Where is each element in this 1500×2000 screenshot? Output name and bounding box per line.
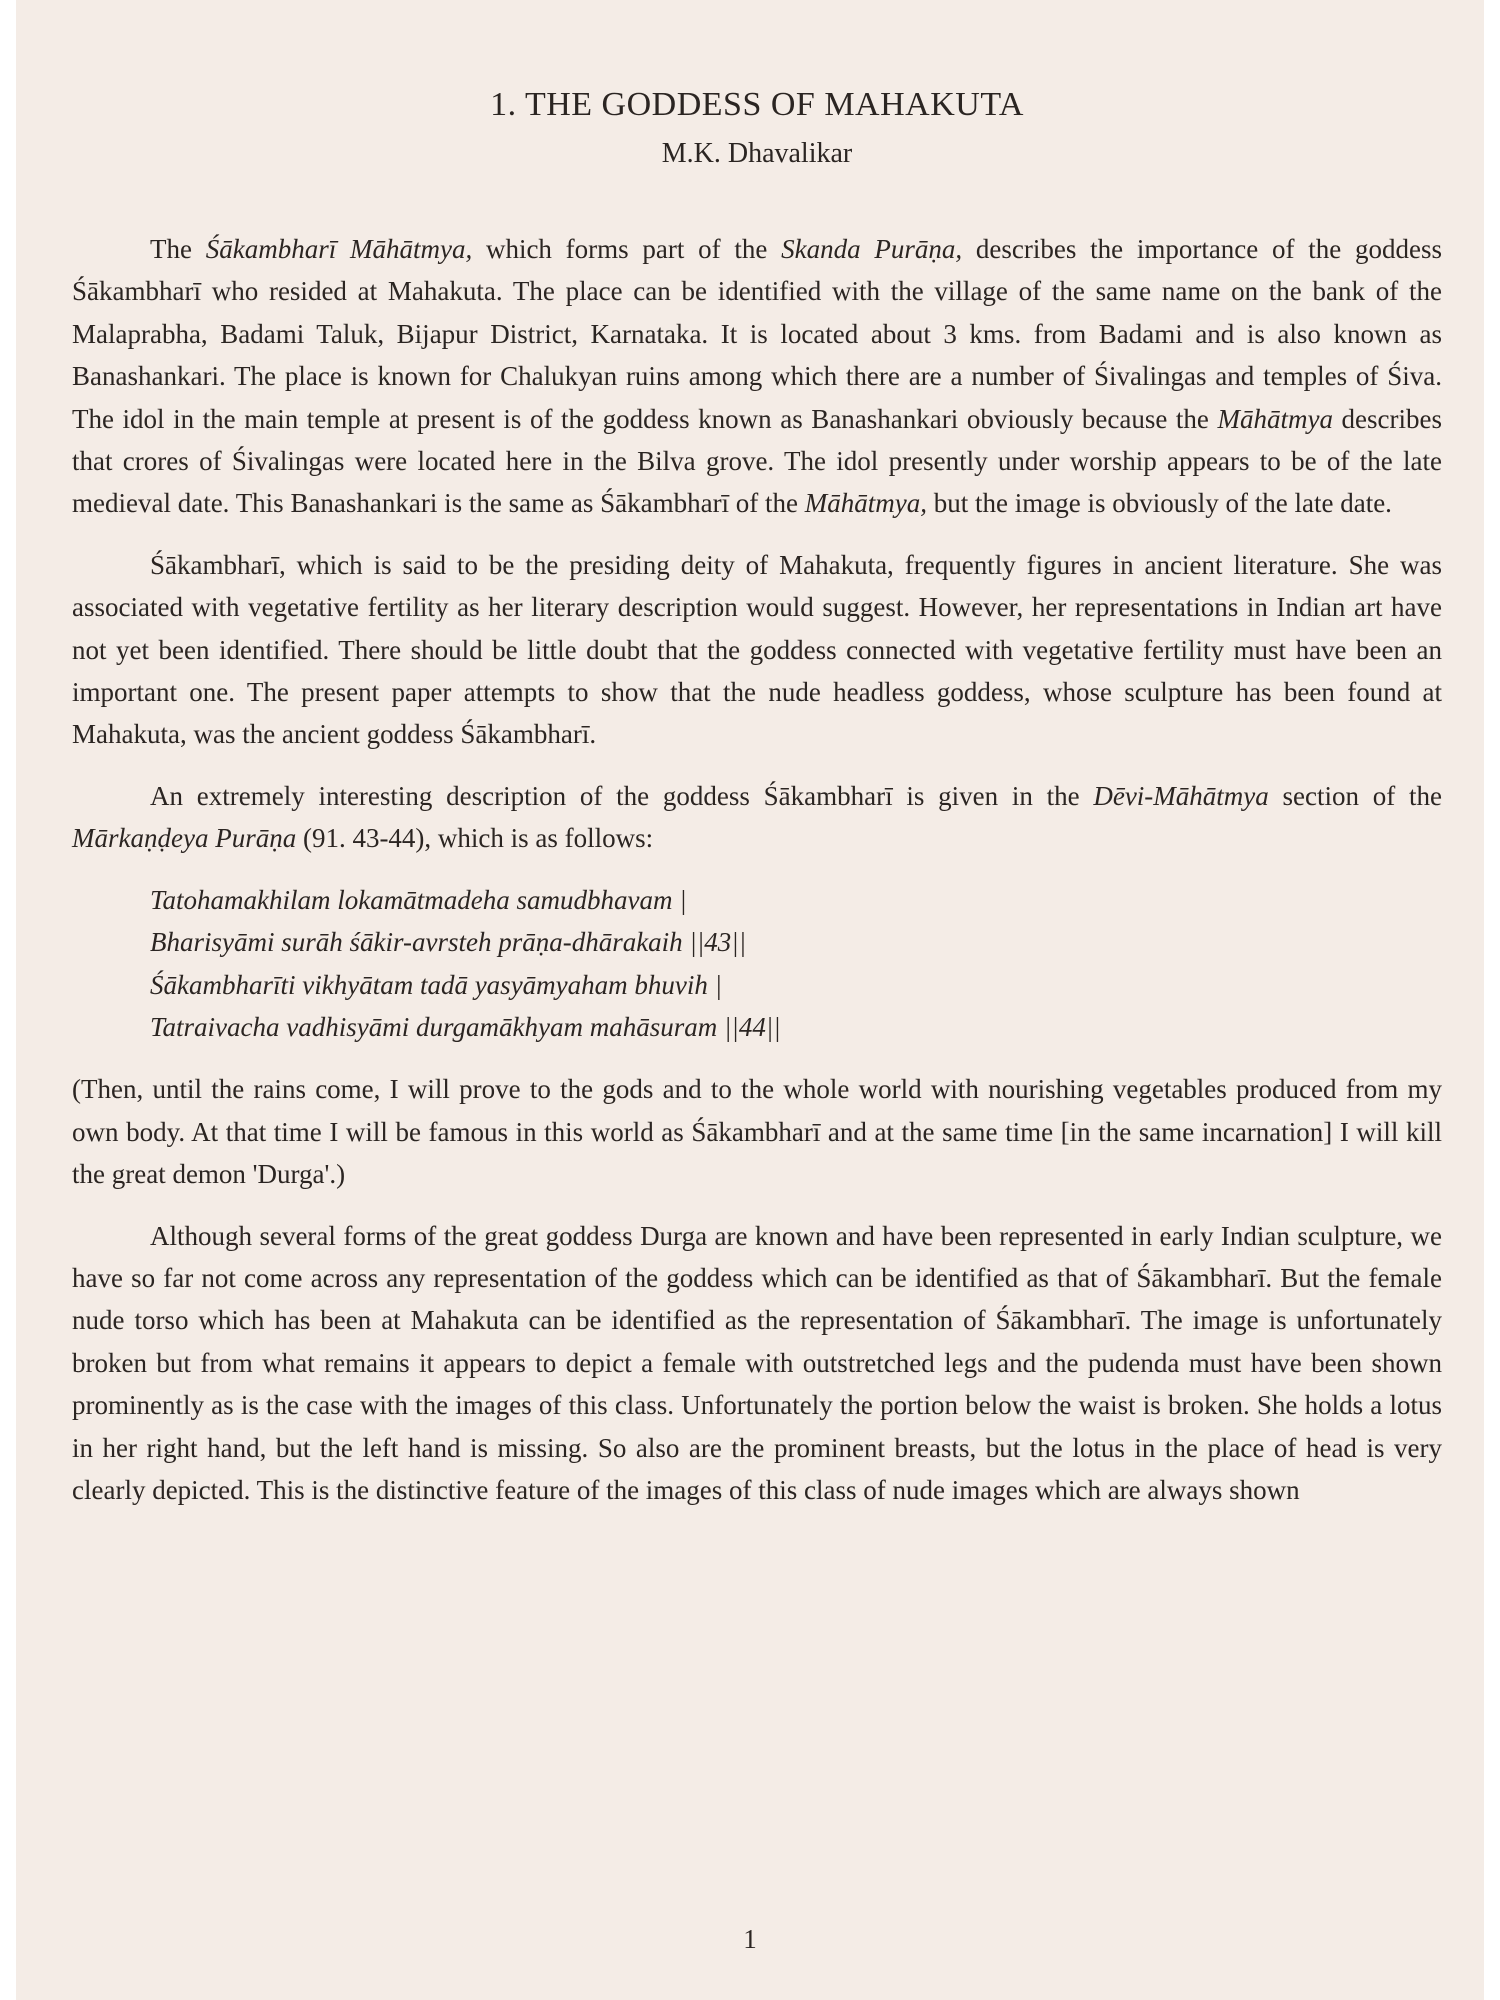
author-name: M.K. Dhavalikar [661, 138, 853, 169]
page-number: 1 [743, 1924, 757, 1954]
paragraph-3 [72, 775, 1442, 860]
document-page [16, 0, 1484, 2000]
verse-line-1: Tatohamakhilam lokamātmadeha samudbhavam | [150, 884, 687, 915]
paragraph-text: (Then, until the rains come, I will prove to the gods and to the whole world with nourishing vegetables produced from my own body. At that time I will be famous in this world as Śākambharī and at the same time [in the same incarnation] I will kill the great demon 'Durga'.) [72, 1074, 1442, 1190]
paragraph-text: Although several forms of the great goddess Durga are known and have been represented in early Indian sculpture, we have so far not come across any representation of the goddess which can be identified as that of Śākambharī. But the female nude torso which has been at Mahakuta can be identified as the representation of Śākambharī. The image is unfortunately broken but from what remains it appears to depict a female with outstretched legs and the pudenda must have been shown prominently as is the case with the images of this class. Unfortunately the portion below the waist is broken. She holds a lotus in her right hand, but the left hand is missing. So also are the prominent breasts, but the lotus in the place of head is very clearly depicted. This is the distinctive feature of the images of this class of nude images which are always shown [72, 1220, 1442, 1505]
paragraph-text: Śākambharī, which is said to be the presiding deity of Mahakuta, frequently figures in ancient literature. She was associated with vegetative fertility as her literary description would suggest. However, her representations in Indian art have not yet been identified. There should be little doubt that the goddess connected with vegetative fertility must have been an important one. The present paper attempts to show that the nude headless goddess, whose sculpture has been found at Mahakuta, was the ancient goddess Śākambharī. [72, 549, 1442, 750]
paragraph-text: but the image is obviously of the late date. [927, 488, 1392, 519]
paragraph-5 [72, 1215, 1442, 1512]
italic-title-text: Mārkaṇḍeya Purāṇa [72, 823, 297, 854]
paragraph-2 [72, 544, 1442, 756]
verse-line-2: Bharisyāmi surāh śākir-avrsteh prāṇa-dhārakaih ||43|| [150, 927, 747, 958]
paragraph-text: describes the importance of the goddess Śākambharī who resided at Mahakuta. The place can be identified with the village of the same name on the bank of the Malaprabha, Badami Taluk, Bijapur District, Karnataka. It is located about 3 kms. from Badami and is also known as Banashankari. The place is known for Chalukyan ruins among which there are a number of Śivalingas and temples of Śiva. The idol in the main temple at present is of the goddess known as Banashankari obviously because the [72, 234, 1442, 434]
italic-title-text: Skanda Purāṇa, [781, 234, 963, 264]
italic-title-text: Śākambharī Māhātmya, [205, 234, 473, 264]
paragraph-text: which forms part of the [472, 234, 782, 264]
paragraph-text: The [150, 234, 206, 264]
paragraph-1 [72, 228, 1442, 525]
sanskrit-verse [72, 879, 1442, 1049]
verse-line-4: Tatraivacha vadhisyāmi durgamākhyam mahāsuram ||44|| [150, 1011, 781, 1042]
article-body [72, 86, 1442, 1530]
article-title: 1. THE GODDESS OF MAHAKUTA [490, 86, 1024, 123]
paragraph-text: An extremely interesting description of the goddess Śākambharī is given in the [150, 780, 1094, 811]
verse-translation [72, 1068, 1442, 1195]
paragraph-text: section of the [1268, 780, 1442, 811]
paragraph-text: (91. 43-44), which is as follows: [296, 823, 654, 854]
italic-title-text: Māhātmya, [804, 488, 928, 519]
verse-line-3: Śākambharīti vikhyātam tadā yasyāmyaham bhuvih | [150, 969, 723, 1000]
paragraph-text: describes that crores of Śivalingas were located here in the Bilva grove. The idol presently under worship appears to be of the late medieval date. This Banashankari is the same as Śākambharī of the [72, 403, 1442, 519]
italic-title-text: Māhātmya [1217, 403, 1333, 434]
italic-title-text: Dēvi-Māhātmya [1093, 780, 1269, 811]
